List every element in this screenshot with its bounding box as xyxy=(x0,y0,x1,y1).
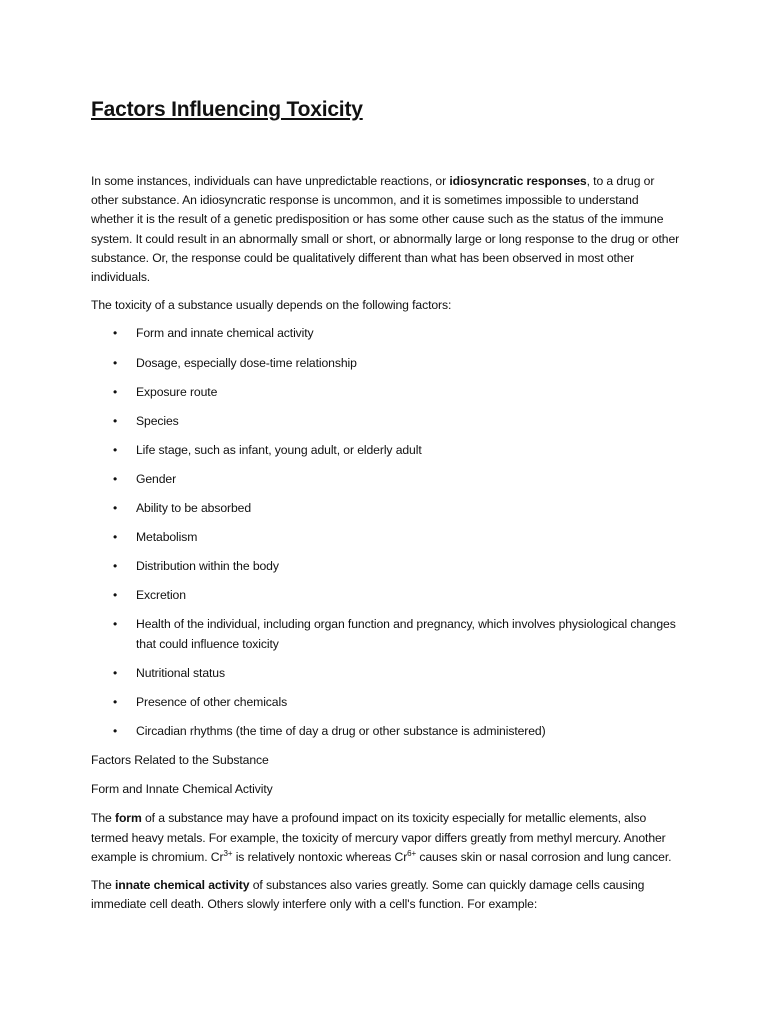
list-item xyxy=(91,470,681,489)
bullet-icon: • xyxy=(113,559,118,574)
form-text-1: The xyxy=(91,811,115,826)
list-item xyxy=(91,557,681,576)
list-item xyxy=(91,383,681,402)
activity-text-2: of substances also varies greatly. Some can quickly damage cells causing immediate cell death. Others slowly interfere only with a cell's function. For example: xyxy=(91,877,645,912)
factors-list xyxy=(91,324,681,741)
list-item-text: Gender xyxy=(136,471,177,486)
bullet-icon: • xyxy=(113,530,118,545)
list-item xyxy=(91,664,681,683)
list-item xyxy=(91,412,681,431)
intro-paragraph xyxy=(91,172,681,287)
bullet-icon: • xyxy=(113,694,118,709)
list-item-text: Nutritional status xyxy=(136,665,225,680)
list-item-text: Exposure route xyxy=(136,384,218,399)
list-item-text: Dosage, especially dose-time relationship xyxy=(136,355,357,370)
list-item-text: Life stage, such as infant, young adult, or elderly adult xyxy=(136,442,422,457)
form-text-3: is relatively nontoxic whereas Cr xyxy=(232,849,408,864)
list-item xyxy=(91,615,681,653)
list-item xyxy=(91,499,681,518)
list-item xyxy=(91,693,681,712)
bullet-icon: • xyxy=(113,355,118,370)
cr3-superscript: 3+ xyxy=(223,848,233,858)
list-item xyxy=(91,324,681,343)
list-item-text: Distribution within the body xyxy=(136,559,279,574)
bullet-icon: • xyxy=(113,326,118,341)
list-item-text: Metabolism xyxy=(136,530,198,545)
bullet-icon: • xyxy=(113,617,118,632)
bullet-icon: • xyxy=(113,413,118,428)
bullet-icon: • xyxy=(113,588,118,603)
intro-bold-term: idiosyncratic responses xyxy=(449,174,587,188)
subheading-form-activity: Form and Innate Chemical Activity xyxy=(91,782,273,797)
list-item xyxy=(91,586,681,605)
page-title: Factors Influencing Toxicity xyxy=(91,98,363,121)
list-item xyxy=(91,722,681,741)
cr6-superscript: 6+ xyxy=(407,848,417,858)
list-item xyxy=(91,441,681,460)
intro-text-1: In some instances, individuals can have unpredictable reactions, or xyxy=(91,174,450,188)
bullet-icon: • xyxy=(113,723,118,738)
activity-paragraph xyxy=(91,876,681,914)
lead-paragraph: The toxicity of a substance usually depends on the following factors: xyxy=(91,298,452,313)
form-bold-term: form xyxy=(115,811,142,826)
subheading-substance: Factors Related to the Substance xyxy=(91,752,269,767)
list-item xyxy=(91,528,681,547)
list-item-text: Health of the individual, including organ function and pregnancy, which involves physiological changes that could influence toxicity xyxy=(136,617,676,651)
form-text-2: of a substance may have a profound impact on its toxicity especially for metallic elements, also termed heavy metals. For example, the toxicity of mercury vapor differs greatly from methyl mercury. Another example is chromium. Cr xyxy=(91,811,666,864)
form-text-4: causes skin or nasal corrosion and lung cancer. xyxy=(416,849,672,864)
bullet-icon: • xyxy=(113,665,118,680)
document-page xyxy=(91,96,681,923)
activity-text-1: The xyxy=(91,877,115,892)
bullet-icon: • xyxy=(113,500,118,515)
list-item-text: Form and innate chemical activity xyxy=(136,326,314,341)
list-item-text: Circadian rhythms (the time of day a drug or other substance is administered) xyxy=(136,723,546,738)
bullet-icon: • xyxy=(113,471,118,486)
list-item-text: Species xyxy=(136,413,179,428)
bullet-icon: • xyxy=(113,384,118,399)
list-item-text: Excretion xyxy=(136,588,186,603)
intro-text-2: , to a drug or other substance. An idiosyncratic response is uncommon, and it is sometimes impossible to understand whether it is the result of a genetic predisposition or has some other cause such as the status of the immune system. It could result in an abnormally small or short, or abnormally large or long response to the drug or other substance. Or, the response could be qualitatively different than what has been observed in most other individuals. xyxy=(91,174,680,285)
activity-bold-term: innate chemical activity xyxy=(115,877,250,892)
list-item-text: Presence of other chemicals xyxy=(136,694,288,709)
list-item xyxy=(91,354,681,373)
bullet-icon: • xyxy=(113,442,118,457)
list-item-text: Ability to be absorbed xyxy=(136,500,252,515)
form-paragraph xyxy=(91,809,681,867)
